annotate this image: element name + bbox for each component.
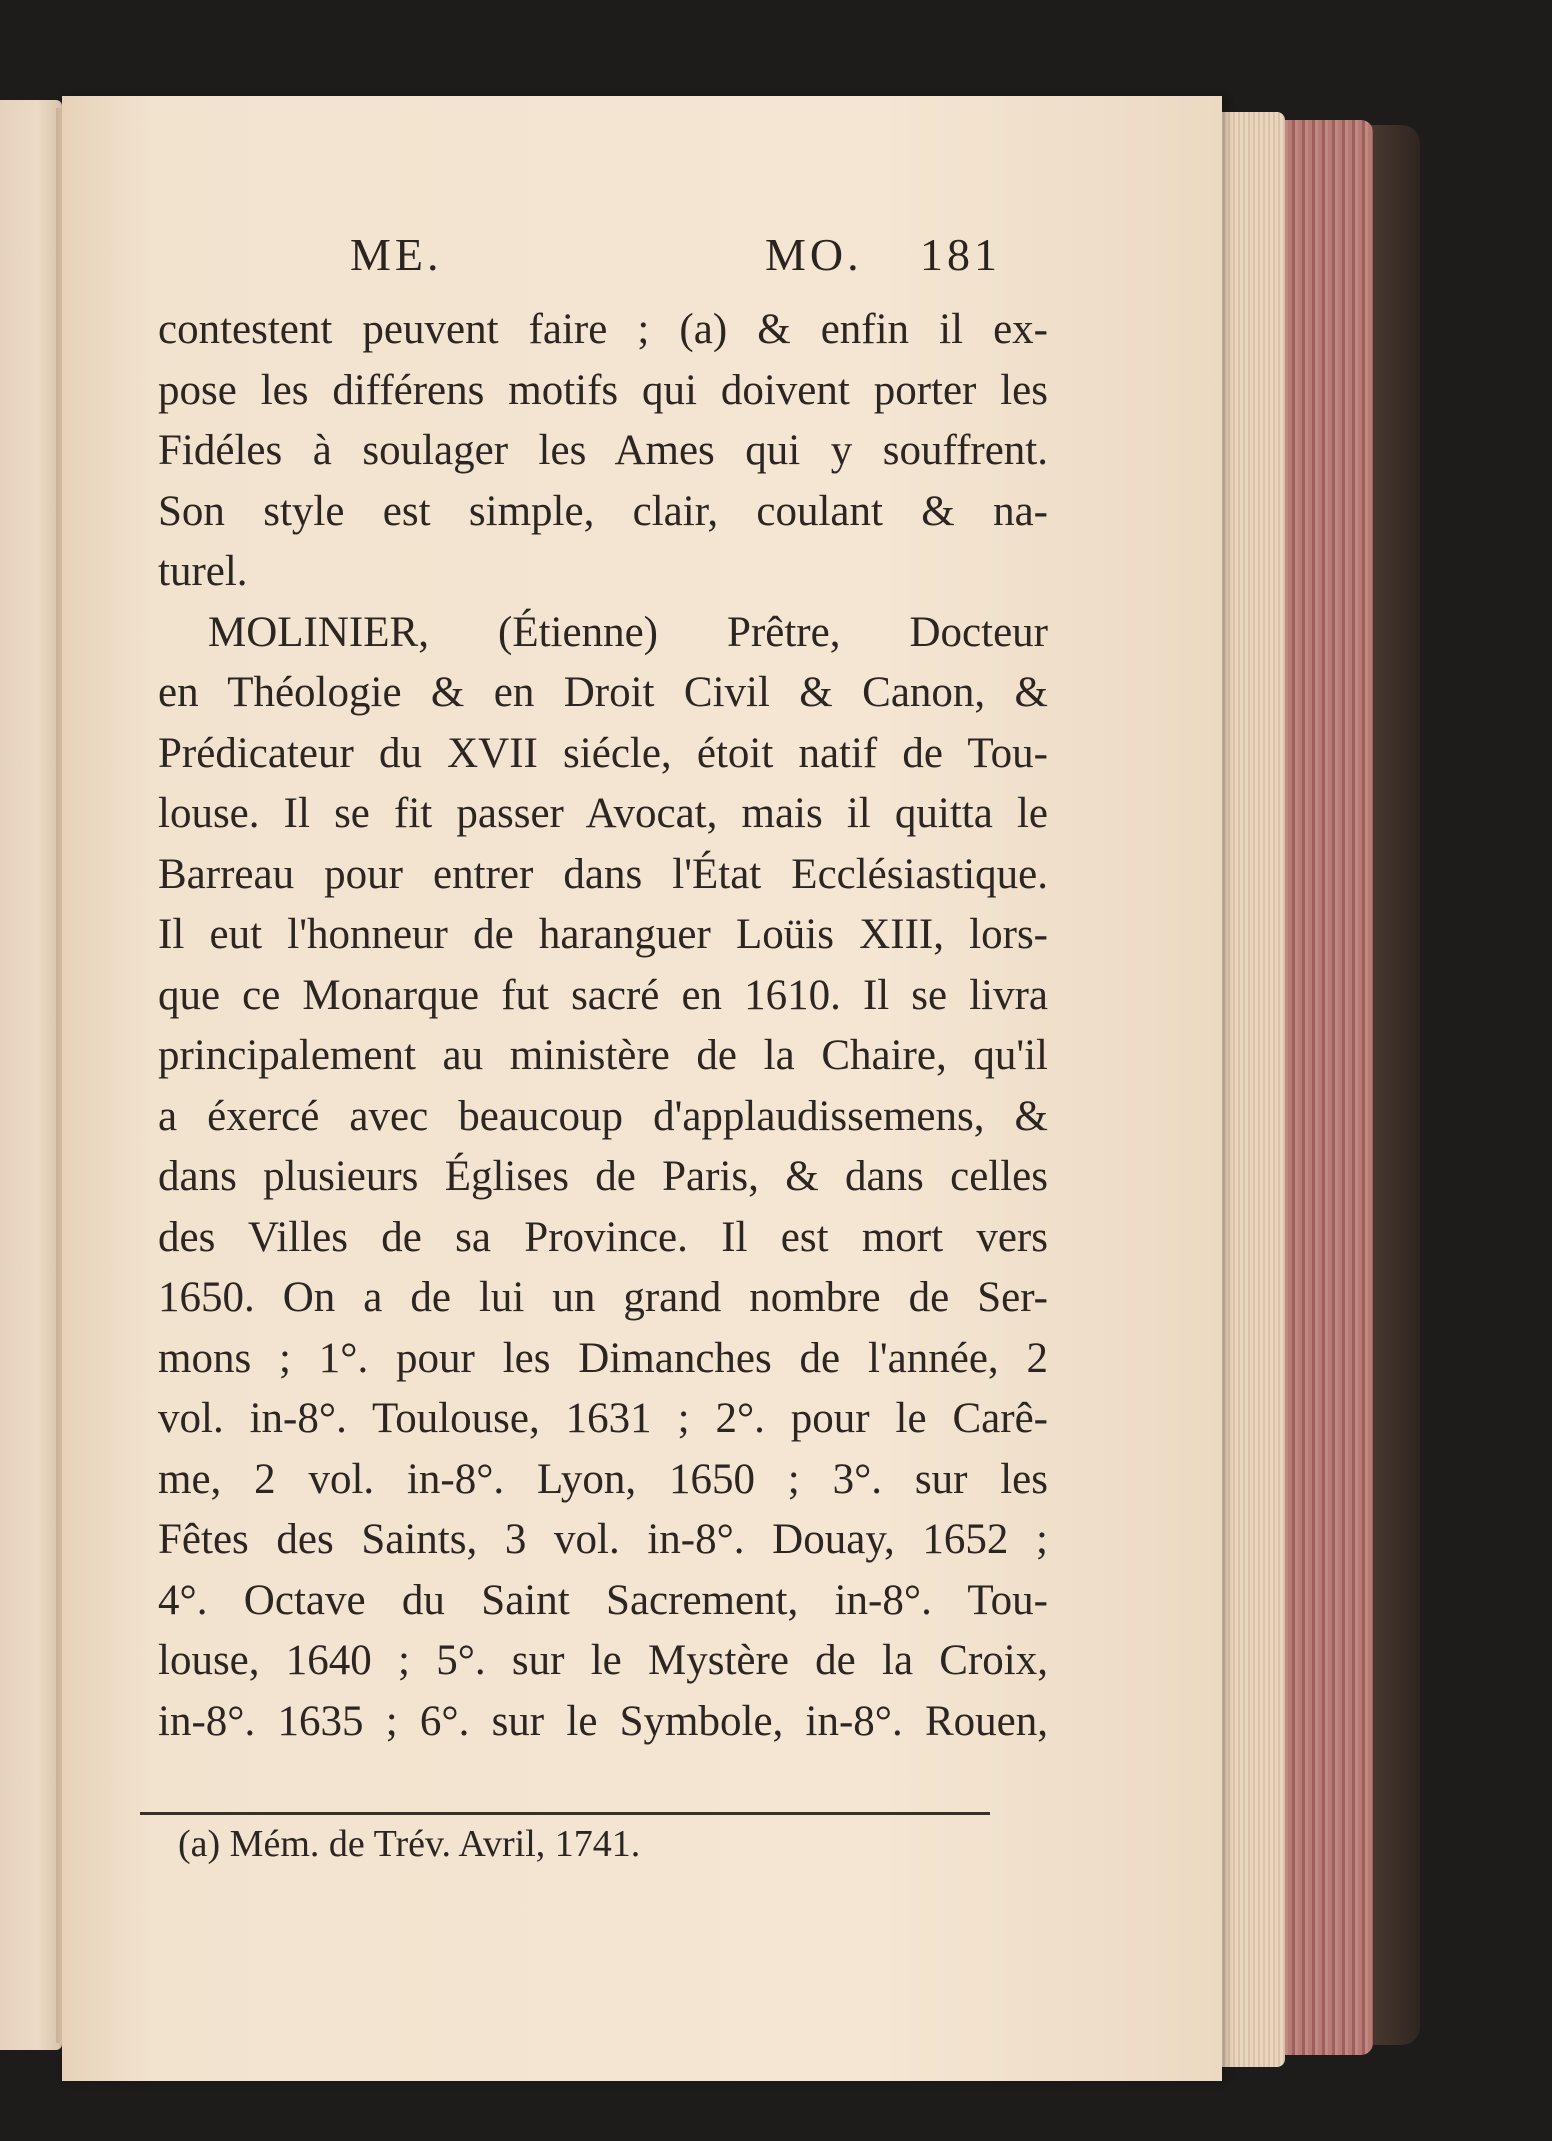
text-line: que ce Monarque fut sacré en 1610. Il se livra <box>158 971 1048 1019</box>
text-line: en Théologie & en Droit Civil & Canon, & <box>158 669 1048 716</box>
text-line: Fêtes des Saints, 3 vol. in-8°. Douay, 1652 ; <box>158 1516 1048 1563</box>
text-line: contestent peuvent faire ; (a) & enfin il ex- <box>158 306 1048 353</box>
running-head-center: MO. <box>765 229 863 280</box>
text-line: Son style est simple, clair, coulant & na- <box>158 487 1048 535</box>
text-line: vol. in-8°. Toulouse, 1631 ; 2°. pour le Carê- <box>158 1395 1048 1442</box>
footnote: (a) Mém. de Trév. Avril, 1741. <box>178 1823 641 1865</box>
text-line: mons ; 1°. pour les Dimanches de l'année, 2 <box>158 1334 1048 1382</box>
text-line: turel. <box>158 548 248 595</box>
text-line: Il eut l'honneur de haranguer Loüis XIII, lors- <box>158 911 1048 958</box>
entry-heading-line: MOLINIER, (Étienne) Prêtre, Docteur <box>208 608 1048 656</box>
text-line: Prédicateur du XVII siécle, étoit natif de Tou- <box>158 729 1048 777</box>
text-line: in-8°. 1635 ; 6°. sur le Symbole, in-8°. Rouen, <box>158 1697 1048 1745</box>
page-number: 181 <box>920 229 1001 280</box>
text-line: louse, 1640 ; 5°. sur le Mystère de la Croix, <box>158 1637 1048 1684</box>
text-line: 4°. Octave du Saint Sacrement, in-8°. Tou- <box>158 1576 1048 1624</box>
text-line: principalement au ministère de la Chaire, qu'il <box>158 1032 1048 1079</box>
body-text <box>158 300 1048 1752</box>
running-head-left: ME. <box>350 229 443 280</box>
running-head <box>350 228 1050 288</box>
left-page-edge <box>0 100 62 2050</box>
text-line: 1650. On a de lui un grand nombre de Ser- <box>158 1274 1048 1321</box>
book-cover-edge <box>1365 125 1420 2045</box>
text-line: Barreau pour entrer dans l'État Ecclésiastique. <box>158 850 1048 898</box>
text-line: des Villes de sa Province. Il est mort vers <box>158 1213 1048 1261</box>
page-stack <box>1215 112 1285 2067</box>
text-line: me, 2 vol. in-8°. Lyon, 1650 ; 3°. sur les <box>158 1455 1048 1503</box>
text-line: dans plusieurs Églises de Paris, & dans celles <box>158 1153 1048 1200</box>
text-line: a éxercé avec beaucoup d'applaudissemens, & <box>158 1092 1048 1140</box>
text-line: Fidéles à soulager les Ames qui y souffrent. <box>158 427 1048 474</box>
footnote-rule <box>140 1812 990 1815</box>
text-line: louse. Il se fit passer Avocat, mais il quitta le <box>158 790 1048 837</box>
red-page-edges <box>1278 120 1373 2055</box>
text-line: pose les différens motifs qui doivent porter les <box>158 366 1048 414</box>
